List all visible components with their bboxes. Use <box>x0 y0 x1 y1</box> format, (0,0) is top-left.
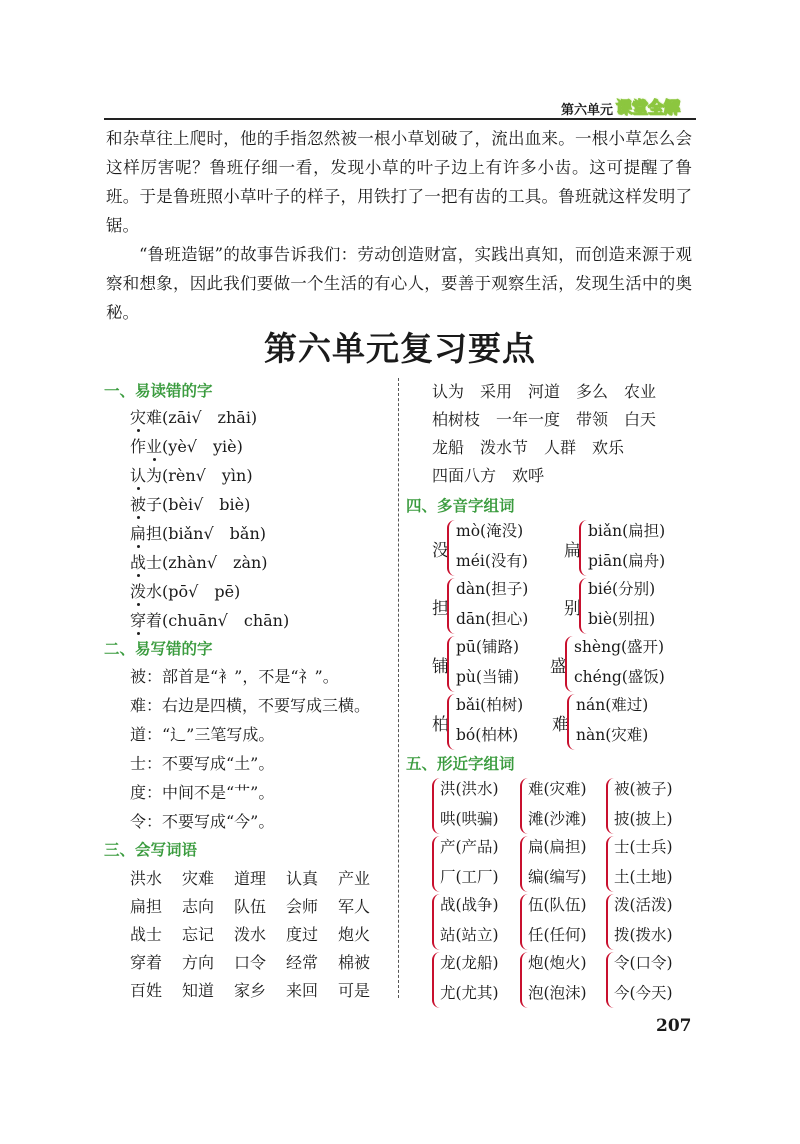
section-1-list <box>130 405 289 637</box>
page-number: 207 <box>656 1016 692 1036</box>
word-row: 战士 忘记 泼水 度过 炮火 <box>130 925 371 944</box>
word-row: 认为 采用 河道 多么 农业 <box>432 382 657 401</box>
section-2-list <box>130 664 370 838</box>
misread-item: 扁担(biǎn√ bǎn) <box>130 524 266 543</box>
misread-item: 认为(rèn√ yìn) <box>130 466 253 485</box>
column-divider <box>398 378 399 998</box>
section-1-heading: 一、易读错的字 <box>104 382 213 400</box>
word-row: 龙船 泼水节 人群 欢乐 <box>432 438 625 457</box>
section-3-words-right <box>432 379 656 491</box>
miswrite-item: 道：“辶”三笔写成。 <box>130 725 275 744</box>
misread-item: 穿着(chuān√ chān) <box>130 611 290 630</box>
header-rule <box>104 118 696 120</box>
intro-paragraph-1: 和杂草往上爬时，他的手指忽然被一根小草划破了，流出血来。一根小草怎么会这样厉害呢？鲁班仔细一看，发现小草的叶子边上有许多小齿。这可提醒了鲁班。于是鲁班照小草叶子的样子，用铁打了一把有齿的工具。鲁班就这样发明了锯。 <box>106 129 692 235</box>
intro-paragraph-2: “鲁班造锯”的故事告诉我们：劳动创造财富，实践出真知，而创造来源于观察和想象，因此我们要做一个生活的有心人，要善于观察生活，发现生活中的奥秘。 <box>106 245 692 322</box>
section-3-heading: 三、会写词语 <box>104 841 198 859</box>
section-2-heading: 二、易写错的字 <box>104 640 213 658</box>
section-5-heading: 五、形近字组词 <box>406 755 515 773</box>
misread-item: 被子(bèi√ biè) <box>130 495 251 514</box>
misread-item: 灾难(zāi√ zhāi) <box>130 408 258 427</box>
miswrite-item: 令：不要写成“今”。 <box>130 812 275 831</box>
word-row: 柏树枝 一年一度 带领 白天 <box>432 410 657 429</box>
word-row: 扁担 志向 队伍 会师 军人 <box>130 897 371 916</box>
section-3-words-left <box>130 866 390 1006</box>
miswrite-item: 士：不要写成“土”。 <box>130 754 275 773</box>
misread-item: 战士(zhàn√ zàn) <box>130 553 268 572</box>
miswrite-item: 难：右边是四横，不要写成三横。 <box>130 696 371 715</box>
miswrite-item: 被：部首是“衤”，不是“礻”。 <box>130 667 339 686</box>
page-title: 第六单元复习要点 <box>264 329 536 368</box>
header-unit: 第六单元 <box>561 103 614 118</box>
word-row: 穿着 方向 口令 经常 棉被 <box>130 953 371 972</box>
misread-item: 作业(yè√ yiè) <box>130 437 243 456</box>
word-row: 百姓 知道 家乡 来回 可是 <box>130 981 371 1000</box>
word-row: 洪水 灾难 道理 认真 产业 <box>130 869 371 888</box>
intro-text <box>106 124 692 327</box>
misread-item: 泼水(pō√ pē) <box>130 582 241 601</box>
miswrite-item: 度：中间不是“艹”。 <box>130 783 275 802</box>
header-brand-logo: 课堂全解 <box>616 98 681 117</box>
section-4-heading: 四、多音字组词 <box>406 497 515 515</box>
word-row: 四面八方 欢呼 <box>432 466 545 485</box>
